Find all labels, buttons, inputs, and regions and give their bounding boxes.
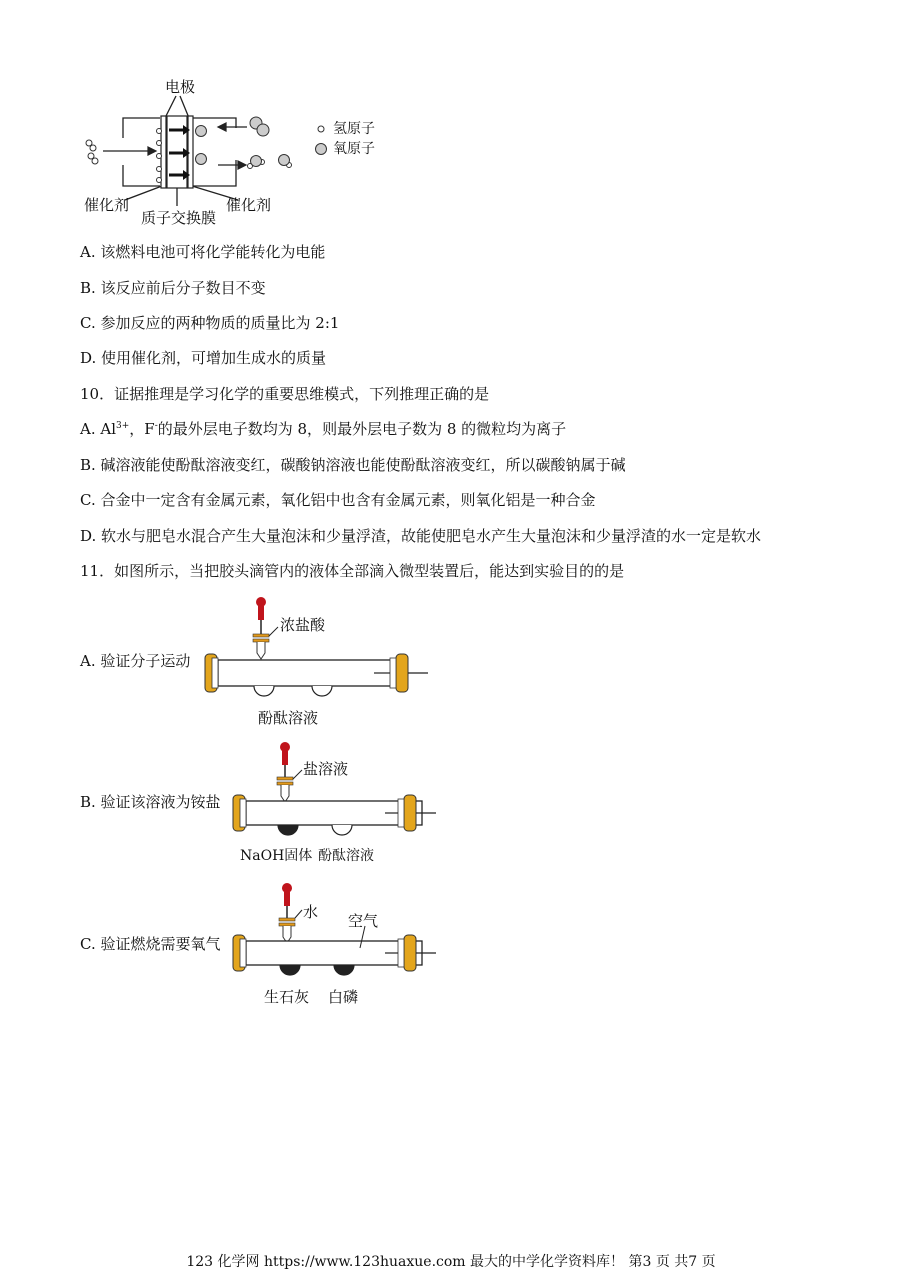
- q9-option-d: D. 使用催化剂，可增加生成水的质量: [80, 349, 327, 367]
- q9-option-a: A. 该燃料电池可将化学能转化为电能: [80, 243, 326, 261]
- membrane-label: 质子交换膜: [141, 209, 217, 227]
- catalyst-right-label: 催化剂: [226, 196, 272, 214]
- q11-option-a: A. 验证分子运动: [80, 652, 191, 670]
- electrode-label: 电极: [165, 78, 196, 96]
- catalyst-left-label: 催化剂: [84, 196, 130, 214]
- bottom-label-b1: NaOH固体: [240, 848, 313, 864]
- q11-option-b: B. 验证该溶液为铵盐: [80, 793, 221, 811]
- page-footer: 123 化学网 https://www.123huaxue.com 最大的中学化学资料库！ 第3 页 共7 页: [186, 1254, 716, 1270]
- legend-oxygen: 氧原子: [333, 141, 375, 157]
- apparatus-a: [196, 590, 456, 700]
- q10-stem: 10．证据推理是学习化学的重要思维模式，下列推理正确的是: [80, 385, 490, 403]
- bottom-label-c1: 生石灰: [264, 988, 310, 1006]
- q9-option-c: C. 参加反应的两种物质的质量比为 2:1: [80, 314, 340, 332]
- air-label-c: 空气: [348, 912, 379, 930]
- q11-stem: 11．如图所示，当把胶头滴管内的液体全部滴入微型装置后，能达到实验目的的是: [80, 562, 625, 580]
- dropper-label-a: 浓盐酸: [280, 616, 326, 634]
- q10-option-c: C. 合金中一定含有金属元素，氧化铝中也含有金属元素，则氧化铝是一种合金: [80, 491, 596, 509]
- bottom-label-a: 酚酞溶液: [258, 709, 319, 727]
- q10-option-d: D. 软水与肥皂水混合产生大量泡沫和少量浮渣，故能使肥皂水产生大量泡沫和少量浮渣的水一定是软水: [80, 527, 762, 545]
- bottom-label-c2: 白磷: [328, 988, 359, 1006]
- q9-option-b: B. 该反应前后分子数目不变: [80, 279, 266, 297]
- q11-option-c: C. 验证燃烧需要氧气: [80, 935, 221, 953]
- bottom-label-b2: 酚酞溶液: [318, 848, 374, 864]
- apparatus-c: [230, 878, 490, 988]
- dropper-label-b: 盐溶液: [303, 760, 349, 778]
- dropper-label-c: 水: [303, 903, 319, 921]
- q10-option-b: B. 碱溶液能使酚酞溶液变红，碳酸钠溶液也能使酚酞溶液变红，所以碳酸钠属于碱: [80, 456, 626, 474]
- apparatus-b: [230, 735, 490, 845]
- fuel-cell-drawing: [0, 0, 902, 240]
- legend-hydrogen: 氢原子: [333, 121, 375, 137]
- q10-option-a: A. $Al^{3+}$，F-的最外层电子数均为 8，则最外层电子数为 8 的微粒均为离子: [80, 420, 567, 438]
